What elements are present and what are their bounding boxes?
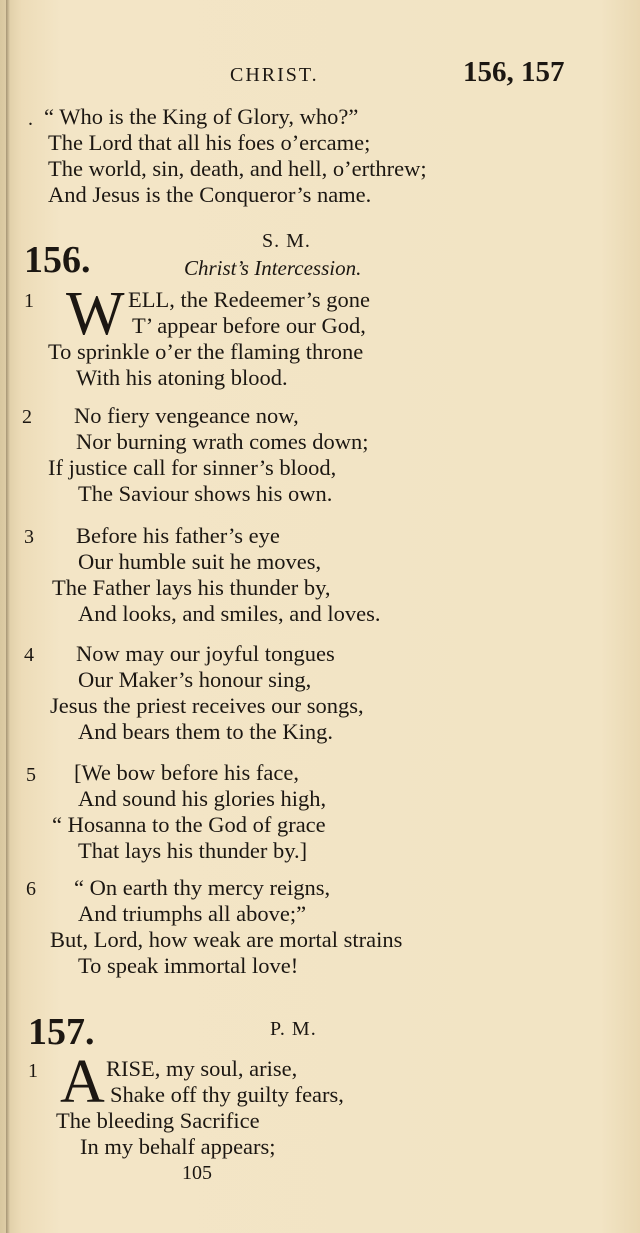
h156-v5-line-2: And sound his glories high, xyxy=(78,786,327,811)
h157-v1-line-4: In my behalf appears; xyxy=(80,1134,276,1159)
h156-v3-line-2: Our humble suit he moves, xyxy=(78,549,322,574)
page-gutter-shadow xyxy=(6,0,10,1233)
h156-v1-line-4: With his atoning blood. xyxy=(76,365,288,390)
prev-line-1: “ Who is the King of Glory, who?” xyxy=(44,104,359,129)
verse-number-1: 1 xyxy=(24,290,34,312)
prev-verse-number: . xyxy=(28,108,33,130)
h157-v1-line-2: Shake off thy guilty fears, xyxy=(110,1082,344,1107)
prev-line-4: And Jesus is the Conqueror’s name. xyxy=(48,182,372,207)
h156-v4-line-2: Our Maker’s honour sing, xyxy=(78,667,312,692)
verse-number-1-157: 1 xyxy=(28,1060,38,1082)
page-folio: 105 xyxy=(182,1162,212,1184)
hymn-156-meter: S. M. xyxy=(262,230,311,252)
h156-v1-line-1: ELL, the Redeemer’s gone xyxy=(128,287,370,312)
h156-v1-line-2: T’ appear before our God, xyxy=(132,313,366,338)
h156-v1-line-3: To sprinkle o’er the flaming throne xyxy=(48,339,364,364)
h156-v2-line-1: No fiery vengeance now, xyxy=(74,403,299,428)
h156-v5-line-1: [We bow before his face, xyxy=(74,760,299,785)
hymn-156-number: 156. xyxy=(24,239,91,281)
h156-v2-line-2: Nor burning wrath comes down; xyxy=(76,429,369,454)
hymn-157-meter: P. M. xyxy=(270,1018,317,1040)
hymn-157-number: 157. xyxy=(28,1011,95,1053)
h157-v1-line-3: The bleeding Sacrifice xyxy=(56,1108,260,1133)
prev-line-3: The world, sin, death, and hell, o’erthrew; xyxy=(48,156,427,181)
hymn-range: 156, 157 xyxy=(463,56,565,88)
verse-number-3: 3 xyxy=(24,526,34,548)
h156-v6-line-4: To speak immortal love! xyxy=(78,953,299,978)
h156-v6-line-3: But, Lord, how weak are mortal strains xyxy=(50,927,403,952)
h156-v6-line-2: And triumphs all above;” xyxy=(78,901,307,926)
h156-v5-line-4: That lays his thunder by.] xyxy=(78,838,308,863)
running-title: CHRIST. xyxy=(230,64,319,86)
h156-v4-line-4: And bears them to the King. xyxy=(78,719,333,744)
h156-v5-line-3: “ Hosanna to the God of grace xyxy=(52,812,326,837)
verse-number-4: 4 xyxy=(24,644,34,666)
page-header xyxy=(0,58,640,94)
drop-cap-a: A xyxy=(60,1048,105,1116)
verse-number-2: 2 xyxy=(22,406,32,428)
prev-line-2: The Lord that all his foes o’ercame; xyxy=(48,130,371,155)
h156-v6-line-1: “ On earth thy mercy reigns, xyxy=(74,875,331,900)
h156-v3-line-1: Before his father’s eye xyxy=(76,523,280,548)
drop-cap-w: W xyxy=(66,280,125,348)
h156-v3-line-4: And looks, and smiles, and loves. xyxy=(78,601,381,626)
h156-v4-line-3: Jesus the priest receives our songs, xyxy=(50,693,364,718)
h156-v3-line-3: The Father lays his thunder by, xyxy=(52,575,331,600)
h156-v2-line-4: The Saviour shows his own. xyxy=(78,481,333,506)
hymn-156-title: Christ’s Intercession. xyxy=(184,256,362,280)
verse-number-5: 5 xyxy=(26,764,36,786)
h157-v1-line-1: RISE, my soul, arise, xyxy=(106,1056,298,1081)
h156-v2-line-3: If justice call for sinner’s blood, xyxy=(48,455,337,480)
verse-number-6: 6 xyxy=(26,878,36,900)
h156-v4-line-1: Now may our joyful tongues xyxy=(76,641,335,666)
